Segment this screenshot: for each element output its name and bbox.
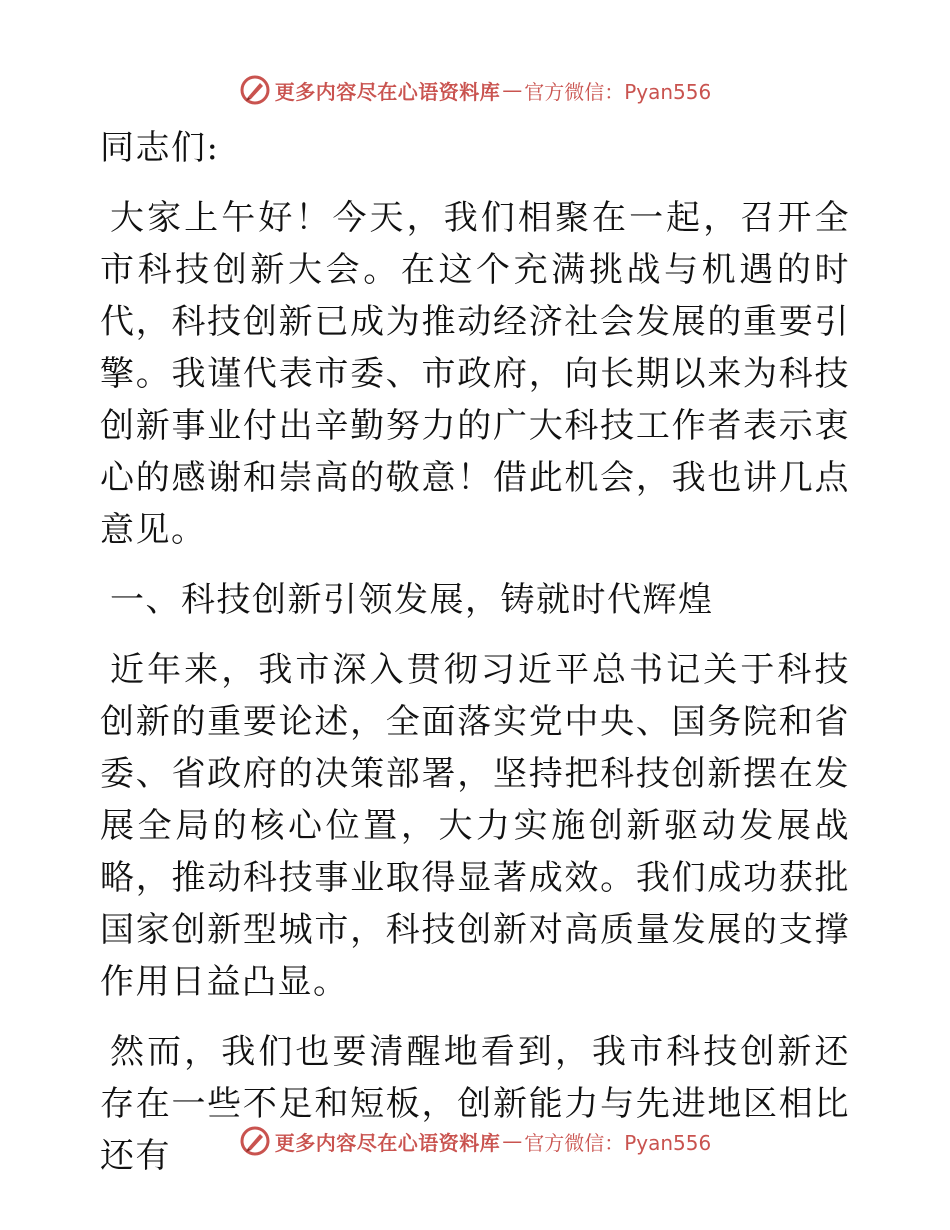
salutation: 同志们: bbox=[100, 128, 220, 168]
watermark-text: 更多内容尽在心语资料库 bbox=[274, 1130, 501, 1155]
watermark-banner-top bbox=[0, 70, 950, 110]
pen-logo-icon bbox=[239, 1125, 271, 1157]
paragraph-opening: 大家上午好！今天，我们相聚在一起，召开全市科技创新大会。在这个充满挑战与机遇的时代，科技创新已成为推动经济社会发展的重要引擎。我谨代表市委、市政府，向长期以来为科技创新事业付出辛勤努力的广大科技工作者表示衷心的感谢和崇高的敬意！借此机会，我也讲几点意见。 bbox=[100, 198, 850, 550]
watermark-separator: — bbox=[502, 78, 523, 102]
pen-logo-icon bbox=[239, 74, 271, 106]
paragraph-shortcomings: 然而，我们也要清醒地看到，我市科技创新还存在一些不足和短板，创新能力与先进地区相比还有 bbox=[100, 1032, 850, 1176]
watermark-wechat: 官方微信：Pyan556 bbox=[524, 79, 712, 104]
watermark-separator: — bbox=[502, 1129, 523, 1153]
watermark-text: 更多内容尽在心语资料库 bbox=[274, 79, 501, 104]
section-heading-1: 一、科技创新引领发展，铸就时代辉煌 bbox=[110, 580, 714, 620]
watermark-wechat: 官方微信：Pyan556 bbox=[524, 1130, 712, 1155]
watermark-banner-bottom bbox=[0, 1121, 950, 1161]
document-body bbox=[100, 122, 850, 1200]
paragraph-achievements: 近年来，我市深入贯彻习近平总书记关于科技创新的重要论述，全面落实党中央、国务院和省委、省政府的决策部署，坚持把科技创新摆在发展全局的核心位置，大力实施创新驱动发展战略，推动科技事业取得显著成效。我们成功获批国家创新型城市，科技创新对高质量发展的支撑作用日益凸显。 bbox=[100, 650, 850, 1002]
